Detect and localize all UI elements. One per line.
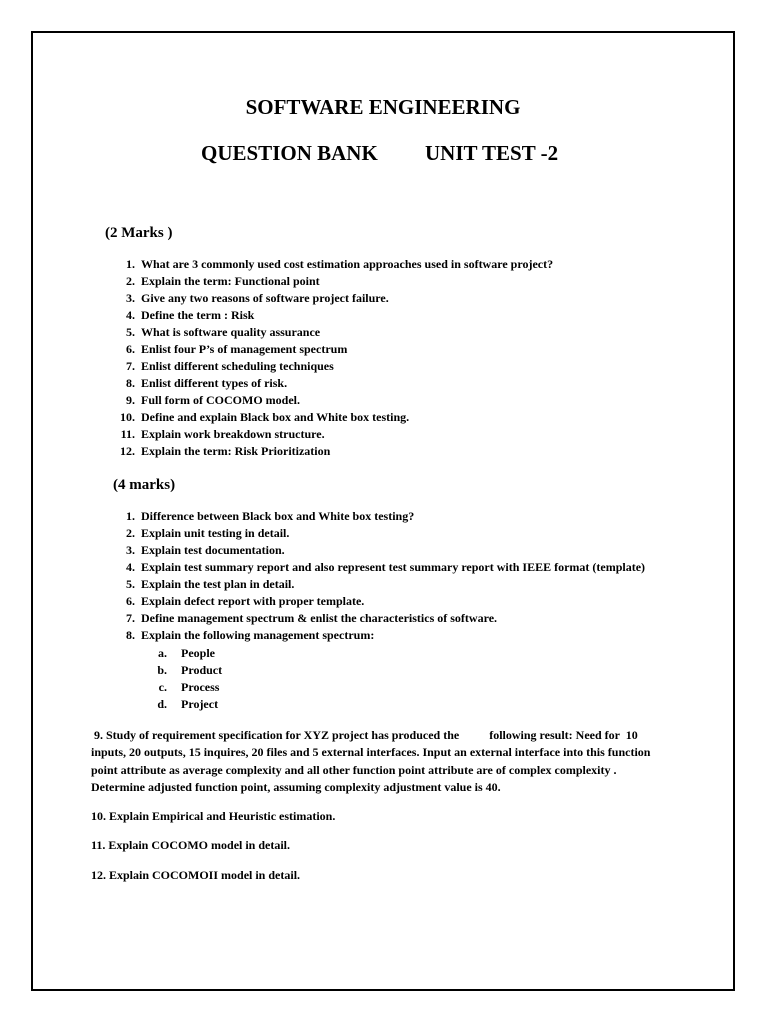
question-text: Explain the following management spectrum:: [141, 628, 375, 642]
question-9-line: point attribute as average complexity and all other function point attribute are of complex complexity .: [91, 762, 617, 777]
question-text: Explain test summary report and also represent test summary report with IEEE format (template): [141, 560, 646, 574]
question-number: 2.: [126, 526, 135, 540]
question-10: 10. Explain Empirical and Heuristic estimation.: [91, 809, 336, 823]
question-text: Full form of COCOMO model.: [141, 393, 300, 407]
question-number: 5.: [126, 577, 135, 591]
question-11: 11. Explain COCOMO model in detail.: [91, 838, 291, 852]
question-number: 8.: [126, 628, 135, 642]
question-text: Define management spectrum & enlist the characteristics of software.: [141, 611, 498, 625]
document-title: SOFTWARE ENGINEERING: [245, 95, 521, 119]
question-number: 5.: [126, 325, 135, 339]
question-text: Explain the term: Risk Prioritization: [141, 444, 331, 458]
question-number: 12.: [120, 444, 135, 458]
question-number: 8.: [126, 376, 135, 390]
question-text: Process: [181, 680, 220, 694]
question-number: 10.: [120, 410, 135, 424]
question-number: 4.: [126, 308, 135, 322]
question-text: Give any two reasons of software project failure.: [141, 291, 389, 305]
question-text: Difference between Black box and White box testing?: [141, 509, 415, 523]
question-text: Explain test documentation.: [141, 543, 285, 557]
question-number: 3.: [126, 291, 135, 305]
question-9-line: Determine adjusted function point, assuming complexity adjustment value is 40.: [91, 779, 501, 794]
section-heading-2-marks: (2 Marks ): [105, 225, 173, 241]
question-number: d.: [157, 697, 167, 711]
question-9-line: inputs, 20 outputs, 15 inquires, 20 files and 5 external interfaces. Input an external interface into this function: [91, 745, 651, 760]
question-text: Explain defect report with proper template.: [141, 594, 365, 608]
question-text: Explain work breakdown structure.: [141, 427, 325, 441]
document-subtitle-unit-test: UNIT TEST -2: [425, 141, 559, 165]
question-text: Product: [181, 663, 223, 677]
question-12: 12. Explain COCOMOII model in detail.: [91, 868, 301, 882]
question-number: 11.: [120, 427, 135, 441]
question-text: Enlist different types of risk.: [141, 376, 288, 390]
question-text: Explain unit testing in detail.: [141, 526, 290, 540]
section-heading-4-marks: (4 marks): [113, 477, 176, 493]
question-number: 2.: [126, 274, 135, 288]
question-number: 3.: [126, 543, 135, 557]
question-text: Define and explain Black box and White box testing.: [141, 410, 410, 424]
question-text: What are 3 commonly used cost estimation approaches used in software project?: [141, 257, 554, 271]
question-number: c.: [158, 680, 167, 694]
question-text: Explain the test plan in detail.: [141, 577, 295, 591]
question-number: 6.: [126, 342, 135, 356]
question-text: What is software quality assurance: [141, 325, 321, 339]
question-number: b.: [157, 663, 167, 677]
question-number: 7.: [126, 611, 135, 625]
question-number: 6.: [126, 594, 135, 608]
question-text: Define the term : Risk: [141, 308, 255, 322]
question-number: 4.: [126, 560, 135, 574]
question-text: Project: [181, 697, 219, 711]
question-number: a.: [158, 646, 167, 660]
question-text: Enlist four P’s of management spectrum: [141, 342, 348, 356]
question-number: 9.: [126, 393, 135, 407]
question-9-paragraph: [91, 727, 691, 796]
question-text: Enlist different scheduling techniques: [141, 359, 334, 373]
question-text: People: [181, 646, 215, 660]
question-number: 1.: [126, 257, 135, 271]
question-number: 1.: [126, 509, 135, 523]
question-9-line: 9. Study of requirement specification for XYZ project has produced the following result: Need for 10: [91, 728, 638, 742]
question-text: Explain the term: Functional point: [141, 274, 320, 288]
document-subtitle-question-bank: QUESTION BANK: [201, 141, 378, 165]
question-number: 7.: [126, 359, 135, 373]
